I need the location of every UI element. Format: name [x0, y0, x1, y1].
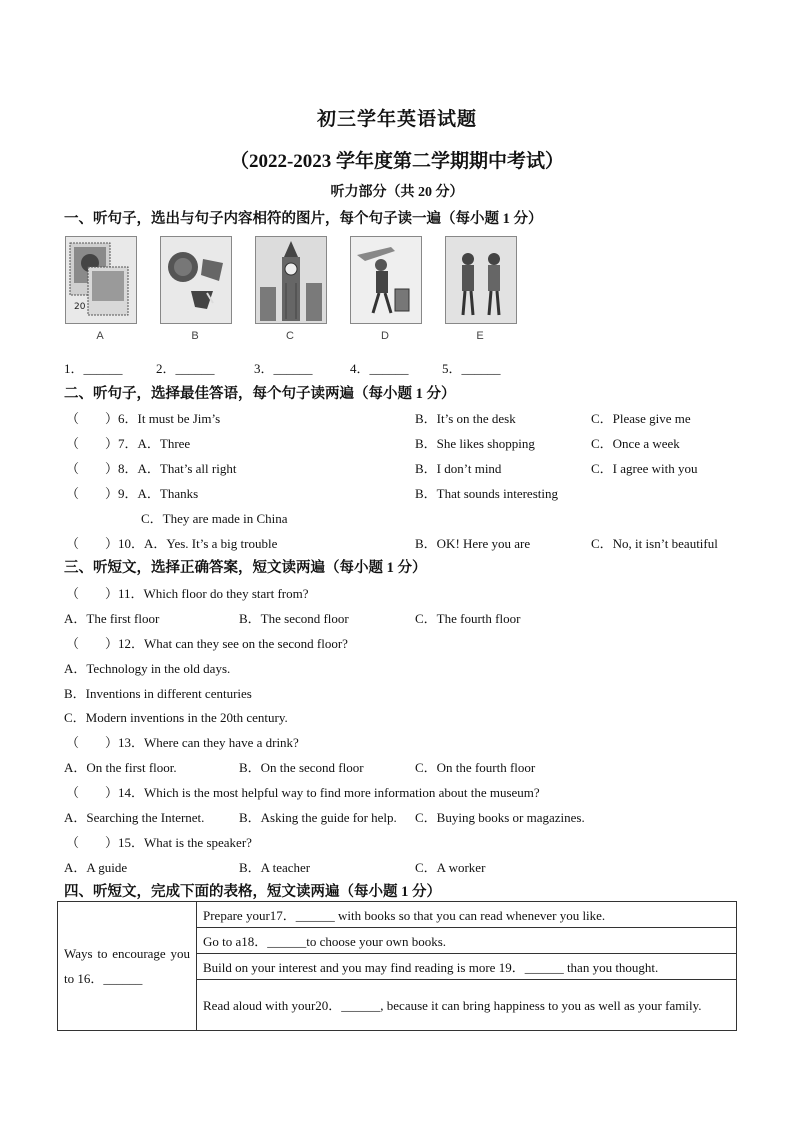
- q13-option-c: C．On the fourth floor: [415, 760, 536, 775]
- answer-blank-1[interactable]: 1．______: [64, 361, 123, 376]
- q15-option-c: C．A worker: [415, 860, 486, 875]
- q15-stem: （ ）15．What is the speaker?: [66, 835, 252, 850]
- q13-stem: （ ）13．Where can they have a drink?: [66, 735, 299, 750]
- q6-stem: （ ）6．It must be Jim’s: [66, 411, 221, 426]
- section4-heading: 四、听短文，完成下面的表格，短文读两遍（每小题 1 分）: [64, 884, 441, 900]
- mooncake-icon: [161, 237, 231, 323]
- picture-label-b: B: [191, 330, 199, 342]
- section3-heading: 三、听短文，选择正确答案，短文读两遍（每小题 1 分）: [64, 560, 427, 576]
- q14-option-b: B．Asking the guide for help.: [239, 810, 397, 825]
- part-heading: 听力部分（共 20 分）: [330, 185, 464, 200]
- q10-option-c: C．No, it isn’t beautiful: [591, 536, 718, 551]
- two-people-icon: [446, 237, 516, 323]
- q11-option-c: C．The fourth floor: [415, 611, 521, 626]
- answer-blank-2[interactable]: 2．______: [156, 361, 215, 376]
- q12-stem: （ ）12．What can they see on the second floor?: [66, 636, 348, 651]
- table-row-19[interactable]: Build on your interest and you may find reading is more 19．______ than you thought.: [197, 954, 737, 980]
- stamps-icon: [66, 237, 136, 323]
- q14-option-a: A．Searching the Internet.: [64, 810, 205, 825]
- q11-stem: （ ）11．Which floor do they start from?: [66, 586, 309, 601]
- picture-d: [350, 236, 422, 324]
- picture-b: [160, 236, 232, 324]
- q14-stem: （ ）14．Which is the most helpful way to find more information about the museum?: [66, 785, 540, 800]
- q12-option-b: B．Inventions in different centuries: [64, 686, 252, 701]
- picture-c: [255, 236, 327, 324]
- picture-e: [445, 236, 517, 324]
- q13-option-b: B．On the second floor: [239, 760, 364, 775]
- q7-option-c: C．Once a week: [591, 436, 680, 451]
- picture-label-d: D: [381, 330, 389, 342]
- q6-option-c: C．Please give me: [591, 411, 691, 426]
- section2-heading: 二、听句子，选择最佳答语，每个句子读两遍（每小题 1 分）: [64, 386, 456, 402]
- q11-option-b: B．The second floor: [239, 611, 349, 626]
- q15-option-a: A．A guide: [64, 860, 128, 875]
- big-ben-icon: [256, 237, 326, 323]
- q8-option-c: C．I agree with you: [591, 461, 698, 476]
- table-row-17[interactable]: Prepare your17．______ with books so that you can read whenever you like.: [197, 902, 737, 928]
- picture-label-a: A: [96, 330, 104, 342]
- q7-stem: （ ）7．A．Three: [66, 436, 191, 451]
- q12-option-a: A．Technology in the old days.: [64, 661, 231, 676]
- listening-table: [57, 901, 737, 1031]
- picture-label-e: E: [476, 330, 484, 342]
- q8-option-b: B．I don’t mind: [415, 461, 502, 476]
- table-row-18[interactable]: Go to a18．______to choose your own books.: [197, 928, 737, 954]
- q11-option-a: A．The first floor: [64, 611, 160, 626]
- q12-option-c: C．Modern inventions in the 20th century.: [64, 710, 288, 725]
- section1-heading: 一、听句子，选出与句子内容相符的图片，每个句子读一遍（每小题 1 分）: [64, 211, 543, 227]
- page-title: 初三学年英语试题: [316, 109, 477, 130]
- q7-option-b: B．She likes shopping: [415, 436, 535, 451]
- svg-text:20: 20: [74, 302, 86, 312]
- q6-option-b: B．It’s on the desk: [415, 411, 516, 426]
- answer-blank-4[interactable]: 4．______: [350, 361, 409, 376]
- q15-option-b: B．A teacher: [239, 860, 311, 875]
- traveler-icon: [351, 237, 421, 323]
- q10-option-b: B．OK! Here you are: [415, 536, 531, 551]
- page-subtitle: （2022-2023 学年度第二学期期中考试）: [229, 151, 565, 172]
- q10-stem: （ ）10．A．Yes. It’s a big trouble: [66, 536, 278, 551]
- table-row-20[interactable]: Read aloud with your20．______, because it can bring happiness to you as well as your family.: [197, 980, 737, 1031]
- q9-option-c: C．They are made in China: [141, 511, 288, 526]
- q8-stem: （ ）8．A．That’s all right: [66, 461, 237, 476]
- answer-blank-5[interactable]: 5．______: [442, 361, 501, 376]
- answer-blank-3[interactable]: 3．______: [254, 361, 313, 376]
- q14-option-c: C．Buying books or magazines.: [415, 810, 585, 825]
- picture-a: [65, 236, 137, 324]
- table-left-cell[interactable]: Ways to encourage you to 16．______: [58, 902, 197, 1031]
- q9-option-b: B．That sounds interesting: [415, 486, 558, 501]
- q13-option-a: A．On the first floor.: [64, 760, 177, 775]
- picture-label-c: C: [286, 330, 294, 342]
- q9-stem: （ ）9．A．Thanks: [66, 486, 199, 501]
